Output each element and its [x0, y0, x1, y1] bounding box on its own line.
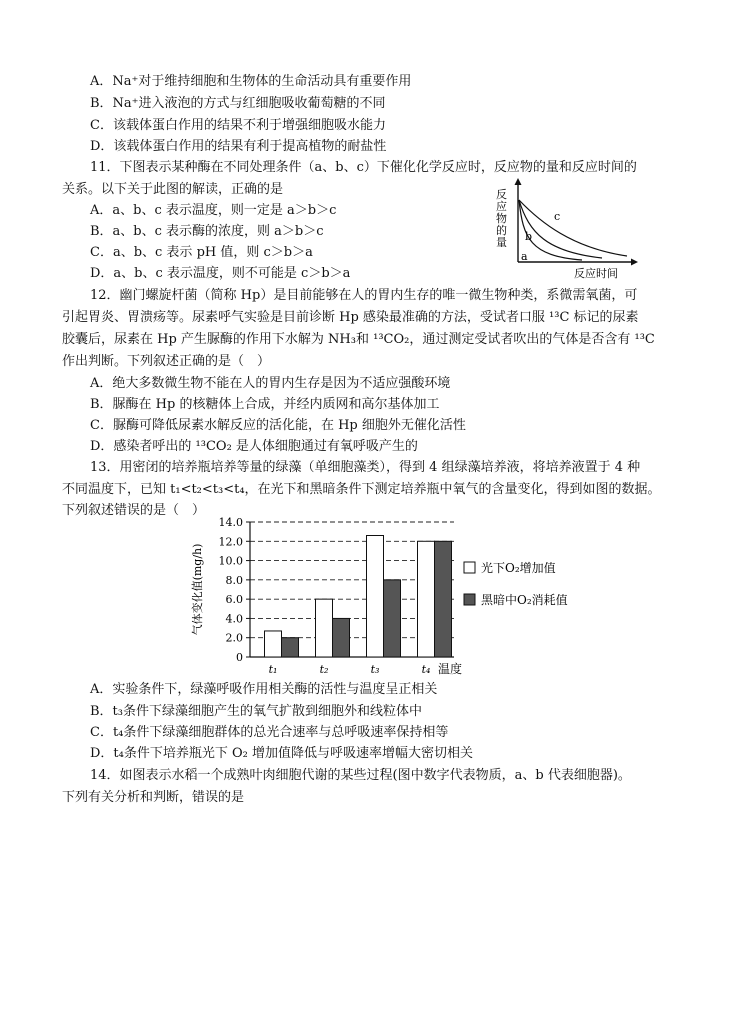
bar-dark-o2-3 — [384, 580, 401, 657]
q10-option-c: C．该载体蛋白作用的结果不利于增强细胞吸水能力 — [90, 118, 386, 133]
q11-reaction-curve-figure — [492, 178, 642, 280]
q13-option-b: B．t₃条件下绿藻细胞产生的氧气扩散到细胞外和线粒体中 — [90, 704, 422, 719]
q11-y-arrow — [515, 178, 522, 185]
q12-option-d: D．感染者呼出的 ¹³CO₂ 是人体细胞通过有氧呼吸产生的 — [90, 439, 418, 454]
q11-option-b: B．a、b、c 表示酶的浓度，则 a＞b＞c — [90, 224, 324, 239]
y-tick-label: 6.0 — [225, 593, 243, 607]
q13-option-a: A．实验条件下，绿藻呼吸作用相关酶的活性与温度呈正相关 — [90, 682, 438, 697]
q11-ylabel-char: 反 — [496, 188, 507, 201]
bar-light-o2-4 — [418, 541, 435, 657]
y-tick-label: 14.0 — [218, 516, 243, 529]
q11-ylabel — [496, 188, 507, 249]
q11-stem-line2: 关系。以下关于此图的解读，正确的是 — [62, 182, 284, 197]
x-tick-label: t₃ — [370, 663, 380, 676]
q11-ylabel-char: 量 — [496, 236, 507, 249]
q13-option-d: D．t₄条件下培养瓶光下 O₂ 增加值降低与呼吸速率增幅大密切相关 — [90, 746, 473, 761]
q10-option-d: D．该载体蛋白作用的结果有利于提高植物的耐盐性 — [90, 139, 387, 154]
legend-swatch-1 — [464, 562, 475, 573]
bar-dark-o2-1 — [282, 638, 299, 657]
q12-stem-line2: 引起胃炎、胃溃疡等。尿素呼气实验是目前诊断 Hp 感染最准确的方法，受试者口服 ¹³C 标记的尿素 — [62, 310, 639, 325]
bar-light-o2-3 — [367, 536, 384, 658]
q14-stem-line1: 14．如图表示水稻一个成熟叶肉细胞代谢的某些过程(图中数字代表物质，a、b 代表细胞器)。 — [90, 768, 631, 783]
q12-option-b: B．脲酶在 Hp 的核糖体上合成，并经内质网和高尔基体加工 — [90, 397, 440, 412]
legend-label-2: 黑暗中O₂消耗值 — [481, 593, 568, 607]
y-tick-label: 10.0 — [218, 554, 243, 568]
bar-light-o2-1 — [265, 631, 282, 657]
q11-curve-label-c: c — [554, 210, 561, 223]
y-tick-label: 4.0 — [225, 612, 243, 626]
y-tick-label: 0 — [236, 651, 243, 664]
y-axis-label: 气体变化值(mg/h) — [191, 543, 204, 636]
bar-light-o2-2 — [316, 599, 333, 657]
q13-stem-line2: 不同温度下，已知 t₁<t₂<t₃<t₄，在光下和黑暗条件下测定培养瓶中氧气的含量变化，得到如图的数据。 — [62, 482, 661, 497]
q11-option-c: C．a、b、c 表示 pH 值，则 c＞b＞a — [90, 245, 313, 260]
y-tick-label: 2.0 — [225, 631, 243, 645]
q13-stem-line1: 13．用密闭的培养瓶培养等量的绿藻（单细胞藻类），得到 4 组绿藻培养液，将培养液置于 4 种 — [90, 460, 641, 475]
q11-curve-label-b: b — [525, 230, 533, 243]
q12-option-c: C．脲酶可降低尿素水解反应的活化能，在 Hp 细胞外无催化活性 — [90, 418, 466, 433]
q10-option-a: A．Na⁺对于维持细胞和生物体的生命活动具有重要作用 — [90, 74, 412, 89]
x-tick-label: t₄ — [421, 663, 431, 676]
legend-swatch-2 — [464, 594, 475, 605]
q11-x-arrow — [631, 259, 638, 266]
q11-option-d: D．a、b、c 表示温度，则不可能是 c＞b＞a — [90, 266, 351, 281]
q11-xlabel: 反应时间 — [574, 267, 618, 280]
bar-dark-o2-4 — [435, 541, 452, 657]
q11-curve-b — [519, 200, 602, 258]
q11-curve-c — [519, 200, 627, 256]
q12-stem-line1: 12．幽门螺旋杆菌（简称 Hp）是目前能够在人的胃内生存的唯一微生物种类，系微需氧菌，可 — [90, 288, 638, 303]
q11-curve-label-a: a — [521, 250, 528, 263]
q11-ylabel-char: 物 — [496, 212, 507, 225]
q13-bar-chart — [186, 512, 586, 680]
q13-option-c: C．t₄条件下绿藻细胞群体的总光合速率与总呼吸速率保持相等 — [90, 725, 449, 740]
x-tick-label: t₁ — [268, 663, 278, 676]
legend-label-1: 光下O₂增加值 — [481, 561, 556, 575]
q12-stem-line3: 胶囊后，尿素在 Hp 产生脲酶的作用下水解为 NH₃和 ¹³CO₂，通过测定受试者吹出的气体是否含有 ¹³C — [62, 332, 655, 347]
q10-option-b: B．Na⁺进入液泡的方式与红细胞吸收葡萄糖的不同 — [90, 96, 386, 111]
q11-ylabel-char: 应 — [496, 200, 507, 213]
q12-option-a: A．绝大多数微生物不能在人的胃内生存是因为不适应强酸环境 — [90, 376, 451, 391]
x-axis-label: 温度 — [438, 662, 463, 676]
q11-stem-line1: 11．下图表示某种酶在不同处理条件（a、b、c）下催化化学反应时，反应物的量和反应时间的 — [90, 160, 637, 175]
q12-stem-line4: 作出判断。下列叙述正确的是（ ） — [62, 354, 271, 369]
q11-ylabel-char: 的 — [496, 224, 507, 237]
y-tick-label: 12.0 — [218, 535, 243, 549]
bar-dark-o2-2 — [333, 618, 350, 657]
q14-stem-line2: 下列有关分析和判断，错误的是 — [62, 790, 245, 805]
q13-stem-line3: 下列叙述错误的是（ ） — [62, 503, 206, 518]
q11-option-a: A．a、b、c 表示温度，则一定是 a＞b＞c — [90, 203, 337, 218]
x-tick-label: t₂ — [319, 663, 329, 676]
y-tick-label: 8.0 — [225, 573, 243, 587]
